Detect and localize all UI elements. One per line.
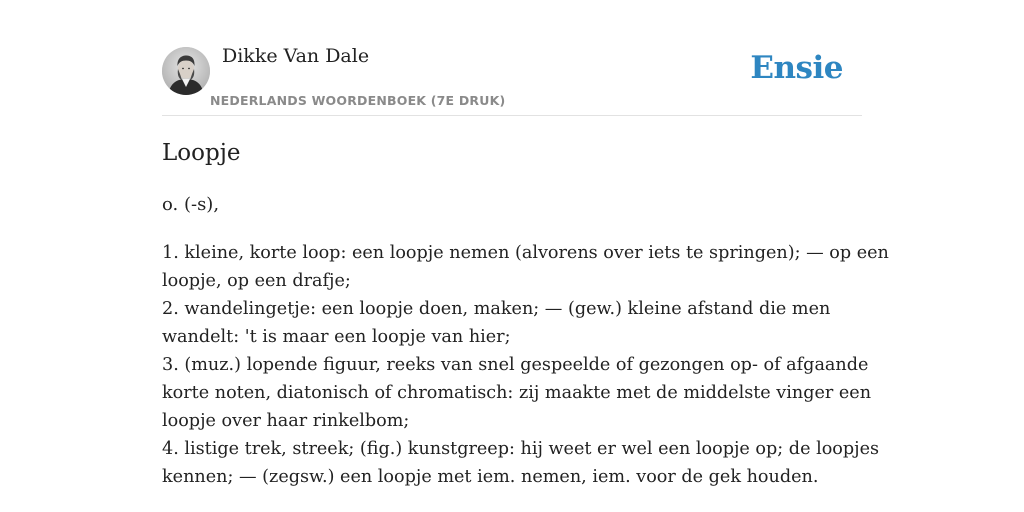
definition-line: 2. wandelingetje: een loopje doen, maken; — (gew.) kleine afstand die men xyxy=(162,299,831,319)
entry-title: Loopje xyxy=(162,140,241,166)
definition-line: loopje over haar rinkelbom; xyxy=(162,411,410,431)
definition-line: 4. listige trek, streek; (fig.) kunstgreep: hij weet er wel een loopje op; de loopjes xyxy=(162,439,880,459)
definition-line: loopje, op een drafje; xyxy=(162,271,351,291)
source-label[interactable]: NEDERLANDS WOORDENBOEK (7E DRUK) xyxy=(210,93,506,108)
definition-line: wandelt: 't is maar een loopje van hier; xyxy=(162,327,511,347)
definition-line: kennen; — (zegsw.) een loopje met iem. nemen, iem. voor de gek houden. xyxy=(162,467,819,487)
definition-line: 3. (muz.) lopende figuur, reeks van snel gespeelde of gezongen op- of afgaande xyxy=(162,355,869,375)
entry-header xyxy=(162,0,862,116)
grammar-info: o. (-s), xyxy=(162,194,220,215)
definition-line: 1. kleine, korte loop: een loopje nemen (alvorens over iets te springen); — op een xyxy=(162,243,889,263)
brand-logo[interactable]: Ensie xyxy=(750,50,843,86)
definition-line: korte noten, diatonisch of chromatisch: zij maakte met de middelste vinger een xyxy=(162,383,872,403)
author-avatar[interactable] xyxy=(162,47,210,95)
dictionary-card xyxy=(162,0,889,512)
author-name[interactable]: Dikke Van Dale xyxy=(222,45,370,67)
definitions xyxy=(162,239,889,491)
portrait-image xyxy=(162,47,210,95)
